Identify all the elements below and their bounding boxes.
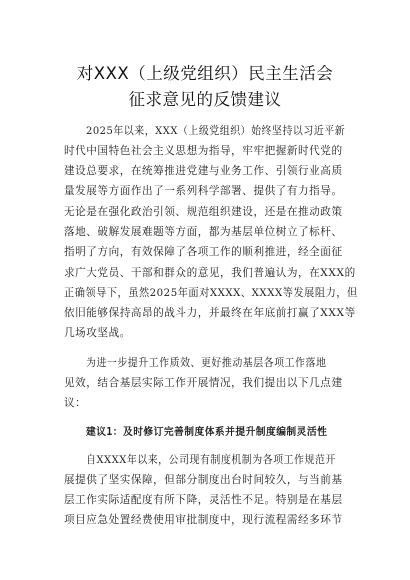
paragraph-1-line-10: 依旧能够保持高昂的战斗力，并最终在年底前打赢了XXX等 — [64, 307, 356, 319]
paragraph-2-line-3: 议： — [64, 397, 87, 409]
paragraph-2-line-2: 见效，结合基层实际工作开展情况，我们提出以下几点建 — [64, 377, 343, 389]
paragraph-1-line-1: 2025年以来，XXX（上级党组织）始终坚持以习近平新 — [86, 125, 346, 137]
paragraph-1-line-11: 几场攻坚战。 — [64, 327, 131, 339]
paragraph-3-line-2: 展提供了坚实保障，但部分制度出台时间较久，与当前基 — [64, 474, 343, 486]
paragraph-1-line-5: 无论是在强化政治引领、规范组织建设，还是在推动政策 — [64, 206, 343, 218]
paragraph-1-line-9: 正确领导下，虽然2025年面对XXXX、XXXX等发展阻力，但 — [64, 287, 358, 299]
paragraph-3-line-3: 层工作实际适配度有所下降，灵活性不足。特别是在基层 — [64, 494, 343, 506]
paragraph-3-line-1: 自XXXX年以来，公司现有制度机制为各项工作规范开 — [86, 454, 336, 466]
paragraph-2-line-1: 为进一步提升工作质效、更好推动基层各项工作落地 — [86, 357, 327, 369]
paragraph-1-line-2: 时代中国特色社会主义思想为指导，牢牢把握新时代党的 — [64, 145, 343, 157]
paragraph-1-line-4: 量发展等方面作出了一系列科学部署、提供了有力指导。 — [64, 185, 343, 197]
paragraph-1-line-7: 指明了方向，有效保障了各项工作的顺利推进，经全面征 — [64, 246, 343, 258]
paragraph-1-line-6: 落地、破解发展难题等方面，都为基层单位树立了标杆、 — [64, 226, 343, 238]
document-title-line-2: 征求意见的反馈建议 — [128, 90, 282, 109]
document-title-line-1: 对XXX（上级党组织）民主生活会 — [76, 64, 334, 83]
paragraph-3-line-4: 项目应急处置经费使用审批制度中，现行流程需经多环节 — [64, 514, 343, 526]
suggestion-1-heading: 建议1：及时修订完善制度体系并提升制度编制灵活性 — [86, 426, 328, 438]
paragraph-1-line-8: 求广大党员、干部和群众的意见，我们普遍认为，在XXX的 — [64, 267, 356, 279]
paragraph-1-line-3: 建设总要求，在统筹推进党建与业务工作、引领行业高质 — [64, 165, 343, 177]
